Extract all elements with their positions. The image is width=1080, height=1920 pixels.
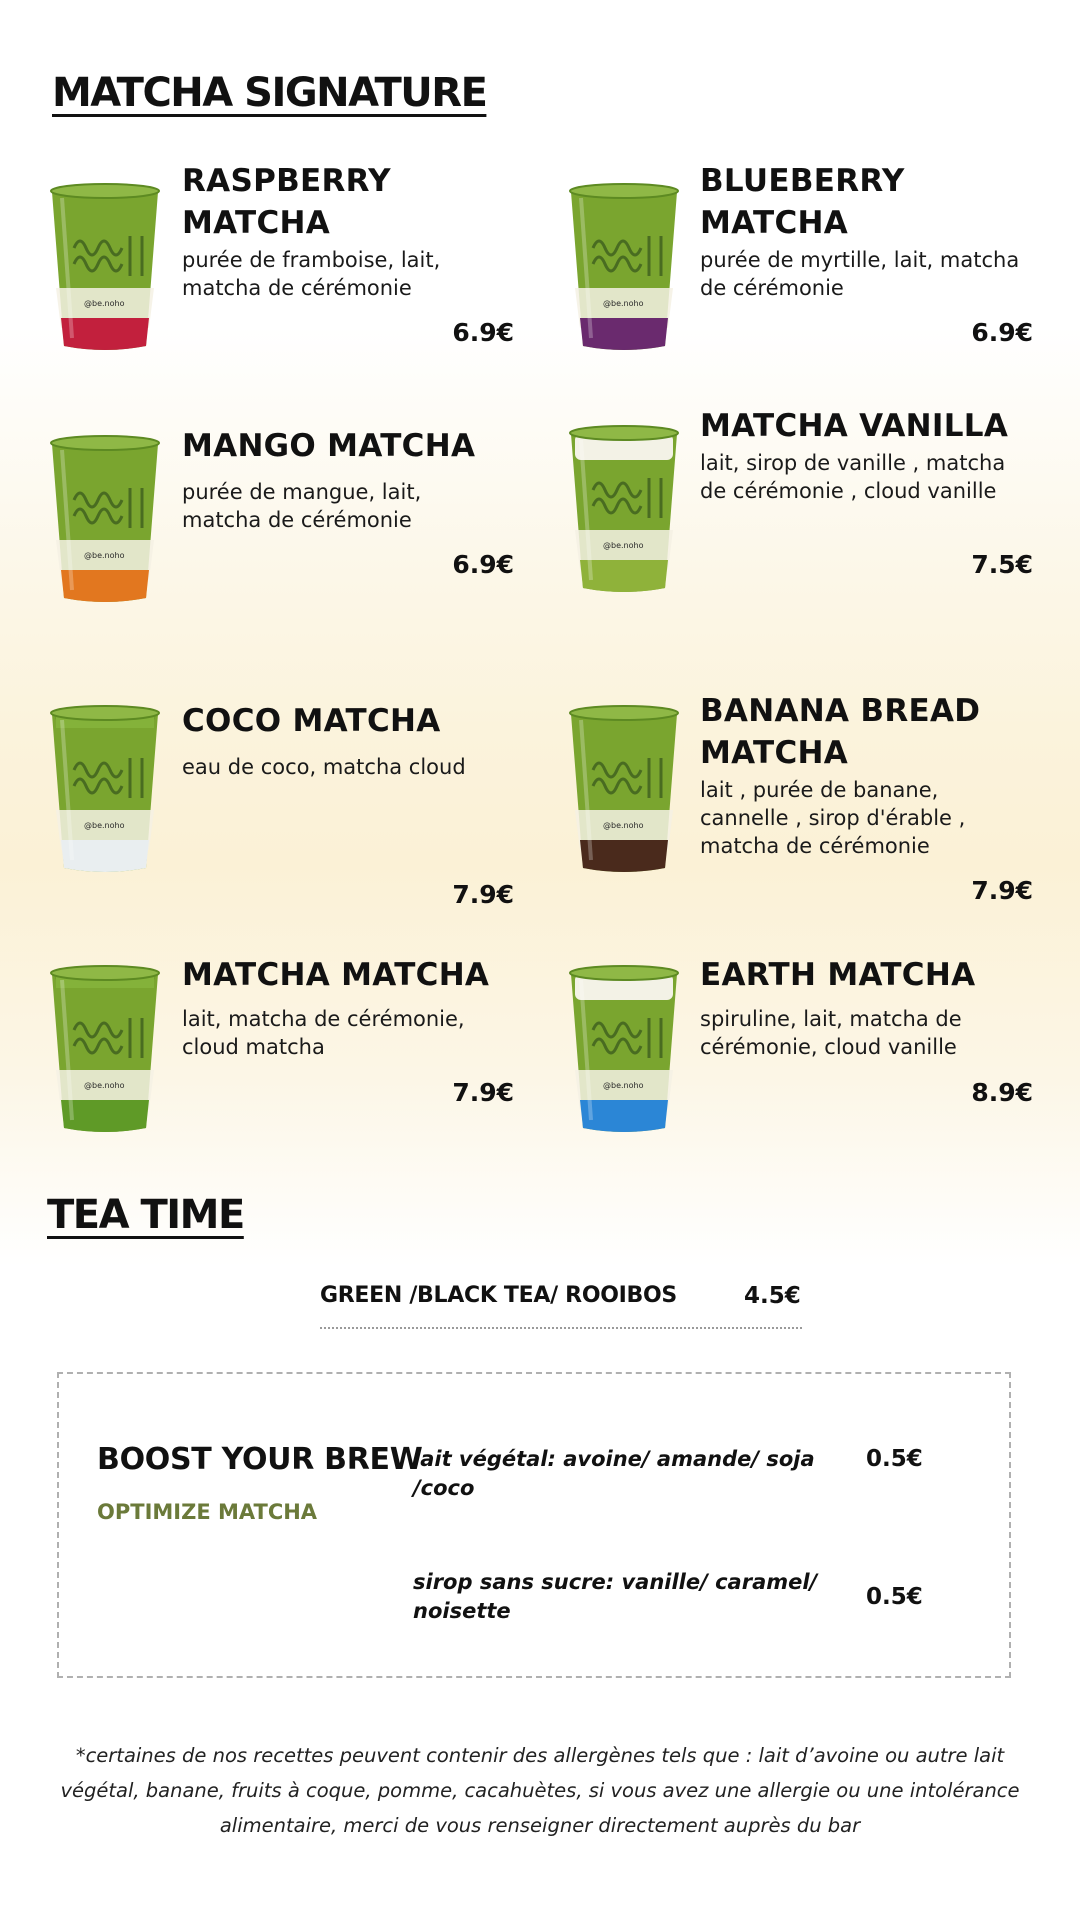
blueberry-matcha-price: 6.9€: [971, 318, 1033, 347]
banana-bread-matcha-drink-image: [565, 700, 683, 875]
boost-your-brew-box: [57, 1372, 1011, 1678]
blueberry-matcha-drink-image: [565, 178, 683, 353]
raspberry-matcha-price: 6.9€: [452, 318, 514, 347]
coco-matcha-name: COCO MATCHA: [182, 703, 441, 739]
blueberry-matcha-description: purée de myrtille, lait, matcha de cérémonie: [700, 248, 1020, 300]
svg-text:@be.noho: @be.noho: [84, 551, 125, 560]
section-title-matcha-signature: MATCHA SIGNATURE: [52, 70, 487, 116]
svg-text:@be.noho: @be.noho: [603, 821, 644, 830]
banana-bread-matcha-description: lait , purée de banane, cannelle , sirop d'érable , matcha de cérémonie: [700, 778, 966, 858]
svg-text:@be.noho: @be.noho: [84, 299, 125, 308]
matcha-matcha-drink-image: [46, 960, 164, 1135]
svg-text:@be.noho: @be.noho: [603, 541, 644, 550]
mango-matcha-description: purée de mangue, lait, matcha de cérémonie: [182, 480, 422, 532]
tea-row: [320, 1283, 802, 1329]
earth-matcha-description: spiruline, lait, matcha de cérémonie, cloud vanille: [700, 1007, 962, 1059]
section-title-tea-time: TEA TIME: [47, 1192, 244, 1238]
addon-plant-milk-text: lait végétal: avoine/ amande/ soja /coco: [413, 1447, 815, 1500]
matcha-vanilla-price: 7.5€: [971, 550, 1033, 579]
allergen-footnote: *certaines de nos recettes peuvent contenir des allergènes tels que : lait d’avoine ou autre lait végétal, banane, fruits à coque, pomme, cacahuètes, si vous avez une allergie ou une intolérance alimentaire, merci de vous renseigner directement auprès du bar: [60, 1744, 1020, 1837]
svg-text:@be.noho: @be.noho: [603, 299, 644, 308]
tea-price: 4.5€: [744, 1283, 801, 1309]
banana-bread-matcha-price: 7.9€: [971, 876, 1033, 905]
mango-matcha-drink-image: [46, 430, 164, 605]
coco-matcha-price: 7.9€: [452, 880, 514, 909]
matcha-vanilla-name: MATCHA VANILLA: [700, 408, 1009, 444]
earth-matcha-name: EARTH MATCHA: [700, 957, 976, 993]
earth-matcha-drink-image: [565, 960, 683, 1135]
svg-text:@be.noho: @be.noho: [84, 821, 125, 830]
raspberry-matcha-description: purée de framboise, lait, matcha de cérémonie: [182, 248, 441, 300]
blueberry-matcha-name: BLUEBERRY MATCHA: [700, 163, 905, 241]
raspberry-matcha-name: RASPBERRY MATCHA: [182, 163, 391, 241]
coco-matcha-description: eau de coco, matcha cloud: [182, 755, 466, 779]
boost-subtitle: OPTIMIZE MATCHA: [97, 1500, 318, 1524]
coco-matcha-drink-image: [46, 700, 164, 875]
earth-matcha-price: 8.9€: [971, 1078, 1033, 1107]
matcha-matcha-price: 7.9€: [452, 1078, 514, 1107]
raspberry-matcha-drink-image: [46, 178, 164, 353]
matcha-matcha-name: MATCHA MATCHA: [182, 957, 490, 993]
boost-title: BOOST YOUR BREW: [97, 1442, 423, 1477]
matcha-vanilla-drink-image: [565, 420, 683, 595]
addon-sugar-free-syrup-price: 0.5€: [866, 1584, 923, 1610]
addon-plant-milk-price: 0.5€: [866, 1446, 923, 1472]
svg-text:@be.noho: @be.noho: [603, 1081, 644, 1090]
mango-matcha-name: MANGO MATCHA: [182, 428, 476, 464]
matcha-matcha-description: lait, matcha de cérémonie, cloud matcha: [182, 1007, 465, 1059]
tea-name: GREEN /BLACK TEA/ ROOIBOS: [320, 1283, 677, 1308]
svg-text:@be.noho: @be.noho: [84, 1081, 125, 1090]
addon-sugar-free-syrup-text: sirop sans sucre: vanille/ caramel/ noisette: [413, 1570, 818, 1623]
matcha-vanilla-description: lait, sirop de vanille , matcha de cérémonie , cloud vanille: [700, 451, 1006, 503]
banana-bread-matcha-name: BANANA BREAD MATCHA: [700, 693, 981, 771]
mango-matcha-price: 6.9€: [452, 550, 514, 579]
